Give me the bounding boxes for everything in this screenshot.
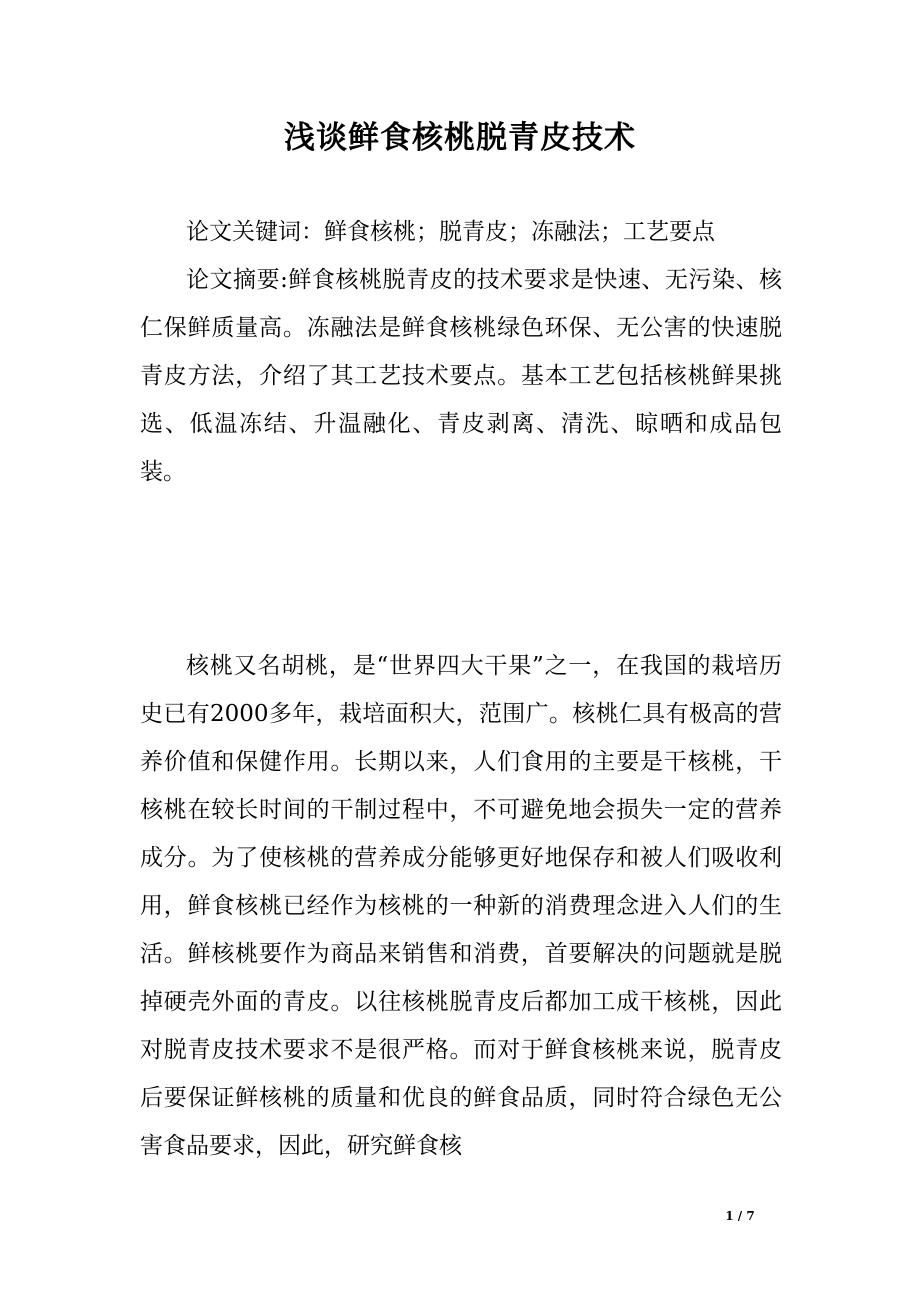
page-number: 1 / 7 — [725, 1209, 755, 1223]
keywords-paragraph: 论文关键词：鲜食核桃；脱青皮；冻融法；工艺要点 — [186, 219, 715, 245]
intro-paragraph: 核桃又名胡桃，是“世界四大干果”之一，在我国的栽培历史已有2000多年，栽培面积大，范围广。核桃仁具有极高的营养价值和保健作用。长期以来，人们食用的主要是干核桃，干核桃在较长时间的干制过程中，不可避免地会损失一定的营养成分。为了使核桃的营养成分能够更好地保存和被人们吸收利用，鲜食核桃已经作为核桃的一种新的消费理念进入人们的生活。鲜核桃要作为商品来销售和消费，首要解决的问题就是脱掉硬壳外面的青皮。以往核桃脱青皮后都加工成干核桃，因此对脱青皮技术要求不是很严格。而对于鲜食核桃来说，脱青皮后要保证鲜核桃的质量和优良的鲜食品质，同时符合绿色无公害食品要求，因此，研究鲜食核 — [140, 653, 782, 1159]
document-title: 浅谈鲜食核桃脱青皮技术 — [284, 120, 636, 156]
abstract-paragraph: 论文摘要:鲜食核桃脱青皮的技术要求是快速、无污染、核仁保鲜质量高。冻融法是鲜食核桃绿色环保、无公害的快速脱青皮方法，介绍了其工艺技术要点。基本工艺包括核桃鲜果挑选、低温冻结、升温融化、青皮剥离、清洗、晾晒和成品包装。 — [140, 267, 782, 485]
